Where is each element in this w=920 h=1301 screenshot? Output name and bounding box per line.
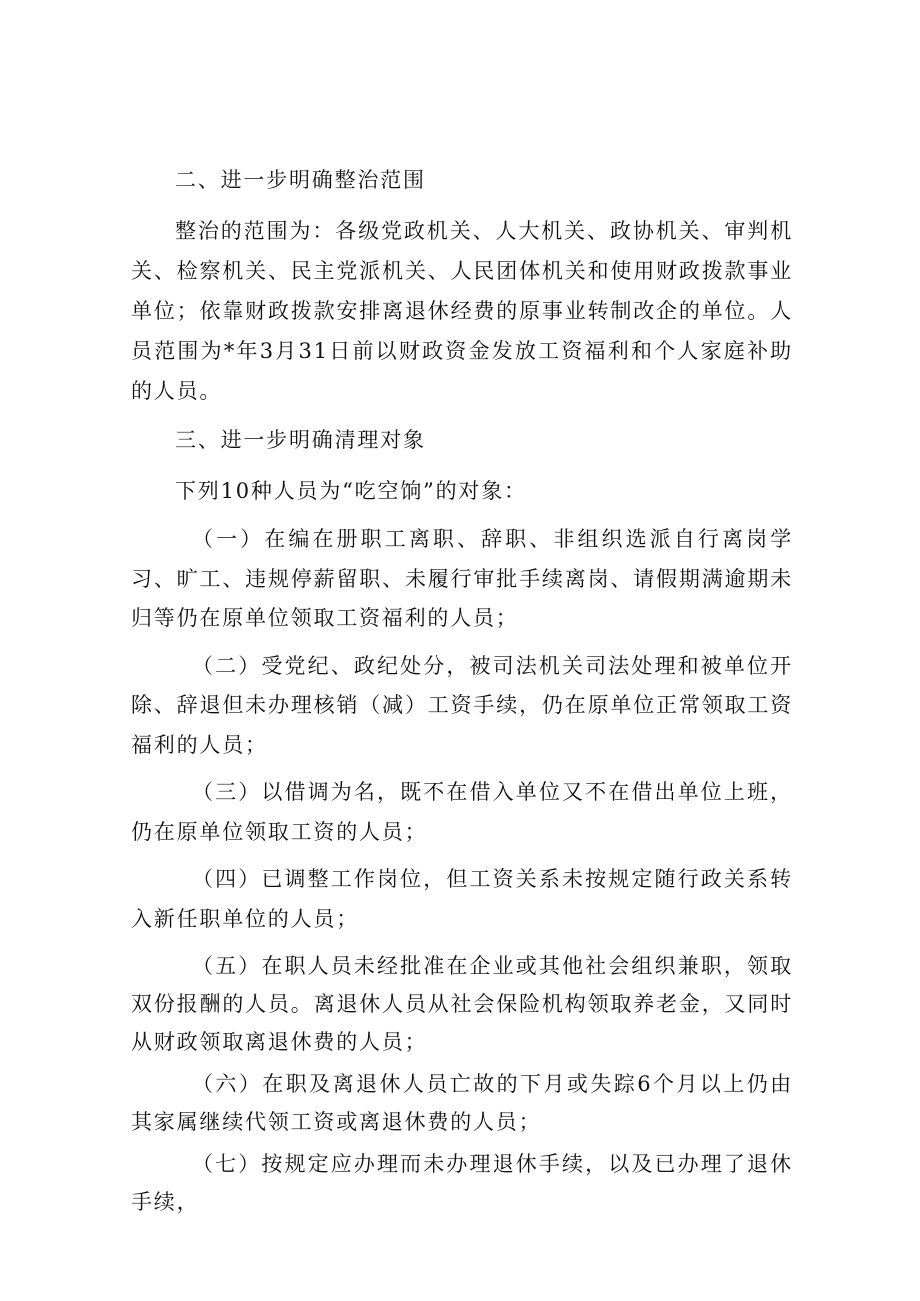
list-item: （七）按规定应办理而未办理退休手续，以及已办理了退休手续， <box>131 1152 793 1214</box>
list-item: （六）在职及离退休人员亡故的下月或失踪6个月以上仍由其家属继续代领工资或离退休费的人员； <box>131 1072 793 1134</box>
section-heading-scope: 二、进一步明确整治范围 <box>175 168 426 192</box>
scope-paragraph: 整治的范围为：各级党政机关、人大机关、政协机关、审判机关、检察机关、民主党派机关、人民团体机关和使用财政拨款事业单位；依靠财政拨款安排离退休经费的原事业转制改企的单位。人员范围为*年3月31日前以财政资金发放工资福利和个人家庭补助的人员。 <box>131 219 793 403</box>
list-item: （五）在职人员未经批准在企业或其他社会组织兼职，领取双份报酬的人员。离退休人员从社会保险机构领取养老金，又同时从财政领取离退休费的人员； <box>131 954 793 1054</box>
list-item: （四）已调整工作岗位，但工资关系未按规定随行政关系转入新任职单位的人员； <box>131 867 793 931</box>
list-item: （二）受党纪、政纪处分，被司法机关司法处理和被单位开除、辞退但未办理核销（减）工资手续，仍在原单位正常领取工资福利的人员； <box>131 653 793 757</box>
document-body <box>131 160 793 1225</box>
section-heading-targets: 三、进一步明确清理对象 <box>175 428 426 452</box>
targets-intro: 下列10种人员为“吃空饷”的对象： <box>175 479 527 503</box>
list-item: （一）在编在册职工离职、辞职、非组织选派自行离岗学习、旷工、违规停薪留职、未履行审批手续离岗、请假期满逾期未归等仍在原单位领取工资福利的人员； <box>131 527 793 630</box>
list-item: （三）以借调为名，既不在借入单位又不在借出单位上班，仍在原单位领取工资的人员； <box>131 780 793 844</box>
